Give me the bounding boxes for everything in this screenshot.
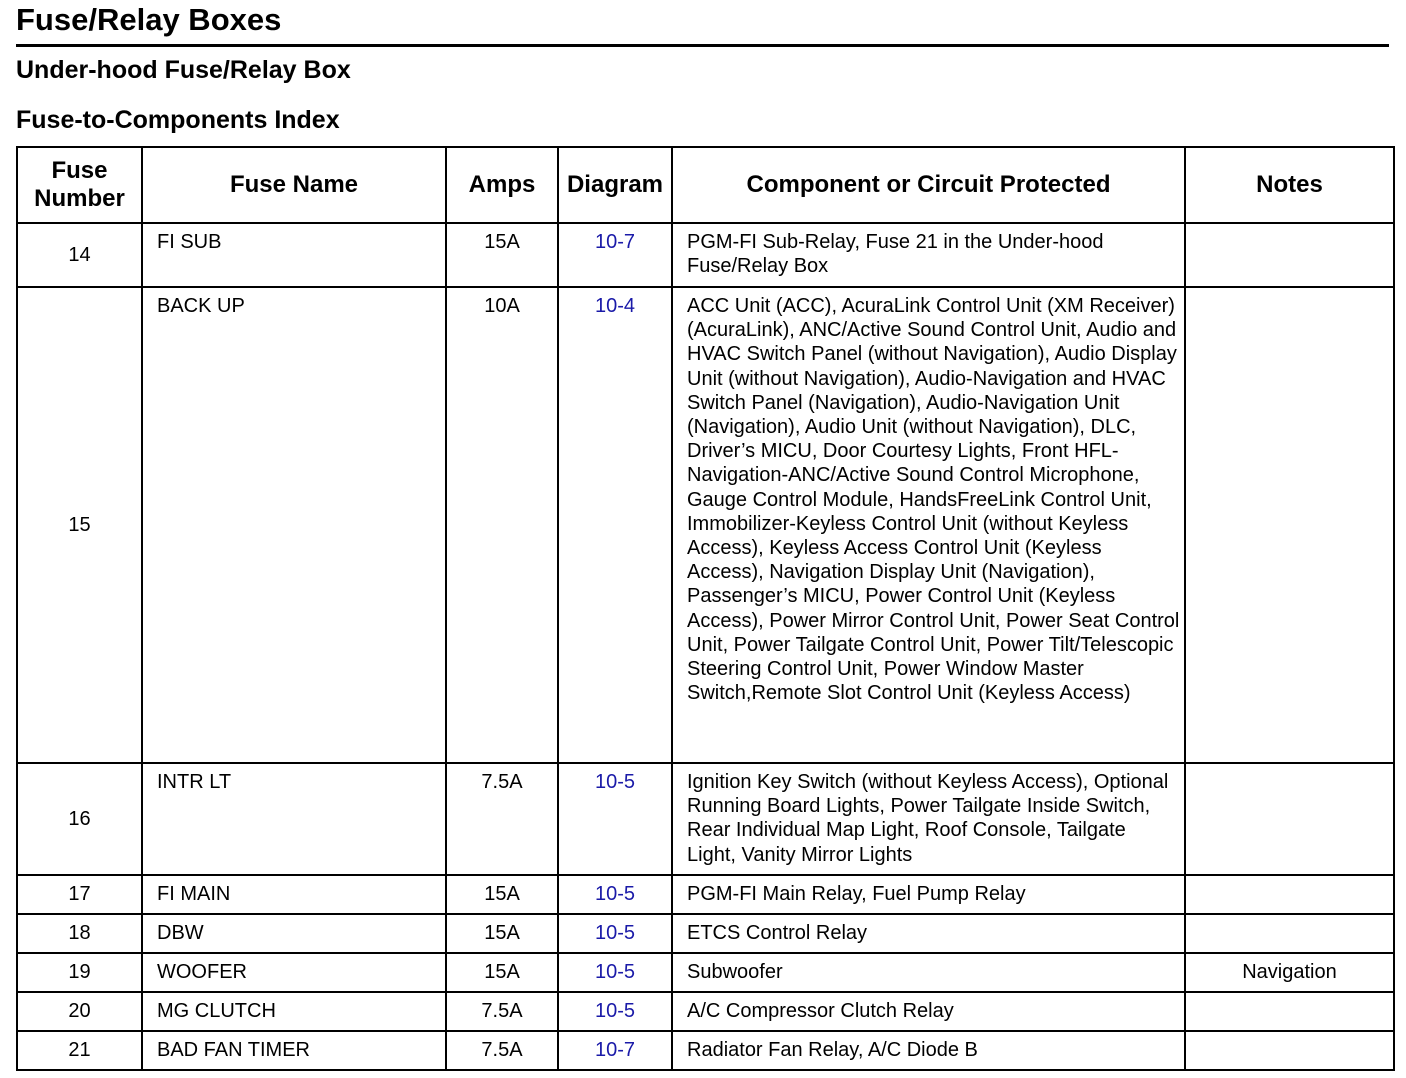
header-amps: Amps xyxy=(446,147,558,223)
header-diagram: Diagram xyxy=(558,147,672,223)
fuse-notes xyxy=(1185,763,1394,875)
fuse-number: 18 xyxy=(17,914,142,953)
diagram-link[interactable]: 10-5 xyxy=(558,992,672,1031)
fuse-number: 15 xyxy=(17,287,142,763)
header-notes: Notes xyxy=(1185,147,1394,223)
diagram-link[interactable]: 10-5 xyxy=(558,763,672,875)
fuse-notes xyxy=(1185,914,1394,953)
fuse-name: BACK UP xyxy=(142,287,446,763)
header-component: Component or Circuit Protected xyxy=(672,147,1185,223)
table-row xyxy=(17,1031,1394,1070)
fuse-name: BAD FAN TIMER xyxy=(142,1031,446,1070)
fuse-amps: 15A xyxy=(446,223,558,287)
fuse-name: DBW xyxy=(142,914,446,953)
fuse-name: INTR LT xyxy=(142,763,446,875)
component-text: ETCS Control Relay xyxy=(672,914,1185,953)
table-row xyxy=(17,914,1394,953)
table-row xyxy=(17,287,1394,763)
component-text: PGM-FI Sub-Relay, Fuse 21 in the Under-hood Fuse/Relay Box xyxy=(672,223,1185,287)
fuse-number: 19 xyxy=(17,953,142,992)
diagram-link[interactable]: 10-4 xyxy=(558,287,672,763)
table-row xyxy=(17,763,1394,875)
diagram-link[interactable]: 10-5 xyxy=(558,914,672,953)
component-text: PGM-FI Main Relay, Fuel Pump Relay xyxy=(672,875,1185,914)
fuse-amps: 15A xyxy=(446,875,558,914)
fuse-name: MG CLUTCH xyxy=(142,992,446,1031)
diagram-link[interactable]: 10-7 xyxy=(558,223,672,287)
diagram-link[interactable]: 10-5 xyxy=(558,875,672,914)
fuse-notes xyxy=(1185,1031,1394,1070)
header-fuse-name: Fuse Name xyxy=(142,147,446,223)
table-row xyxy=(17,953,1394,992)
fuse-amps: 10A xyxy=(446,287,558,763)
fuse-number: 17 xyxy=(17,875,142,914)
fuse-notes xyxy=(1185,287,1394,763)
diagram-link[interactable]: 10-5 xyxy=(558,953,672,992)
component-text: ACC Unit (ACC), AcuraLink Control Unit (XM Receiver) (AcuraLink), ANC/Active Sound Control Unit, Audio and HVAC Switch Panel (without Navigation), Audio Display Unit (without Navigation), Audio-Navigation and HVAC Switch Panel (Navigation), Audio-Navigation Unit (Navigation), Audio Unit (without Navigation), DLC, Driver’s MICU, Door Courtesy Lights, Front HFL-Navigation-ANC/Active Sound Control Microphone, Gauge Control Module, HandsFreeLink Control Unit, Immobilizer-Keyless Control Unit (without Keyless Access), Keyless Access Control Unit (Keyless Access), Navigation Display Unit (Navigation), Passenger’s MICU, Power Control Unit (Keyless Access), Power Mirror Control Unit, Power Seat Control Unit, Power Tailgate Control Unit, Power Tilt/Telescopic Steering Control Unit, Power Window Master Switch,Remote Slot Control Unit (Keyless Access) xyxy=(672,287,1185,763)
component-text: Radiator Fan Relay, A/C Diode B xyxy=(672,1031,1185,1070)
diagram-link[interactable]: 10-7 xyxy=(558,1031,672,1070)
fuse-notes: Navigation xyxy=(1185,953,1394,992)
table-row xyxy=(17,992,1394,1031)
table-row xyxy=(17,223,1394,287)
fuse-notes xyxy=(1185,992,1394,1031)
page-title: Fuse/Relay Boxes xyxy=(16,2,282,37)
component-text: A/C Compressor Clutch Relay xyxy=(672,992,1185,1031)
fuse-name: FI SUB xyxy=(142,223,446,287)
fuse-number: 21 xyxy=(17,1031,142,1070)
fuse-number: 16 xyxy=(17,763,142,875)
header-fuse-number: Fuse Number xyxy=(17,147,142,223)
fuse-amps: 15A xyxy=(446,953,558,992)
fuse-index-table xyxy=(16,146,1395,1071)
fuse-notes xyxy=(1185,223,1394,287)
fuse-amps: 15A xyxy=(446,914,558,953)
subsection-heading: Fuse-to-Components Index xyxy=(16,106,340,134)
table-header-row xyxy=(17,147,1394,223)
fuse-number: 14 xyxy=(17,223,142,287)
section-heading: Under-hood Fuse/Relay Box xyxy=(16,56,351,84)
component-text: Subwoofer xyxy=(672,953,1185,992)
fuse-amps: 7.5A xyxy=(446,763,558,875)
title-divider xyxy=(16,44,1389,47)
fuse-amps: 7.5A xyxy=(446,1031,558,1070)
table-row xyxy=(17,875,1394,914)
fuse-name: FI MAIN xyxy=(142,875,446,914)
fuse-notes xyxy=(1185,875,1394,914)
fuse-amps: 7.5A xyxy=(446,992,558,1031)
component-text: Ignition Key Switch (without Keyless Access), Optional Running Board Lights, Power Tailgate Inside Switch, Rear Individual Map Light, Roof Console, Tailgate Light, Vanity Mirror Lights xyxy=(672,763,1185,875)
fuse-number: 20 xyxy=(17,992,142,1031)
fuse-name: WOOFER xyxy=(142,953,446,992)
